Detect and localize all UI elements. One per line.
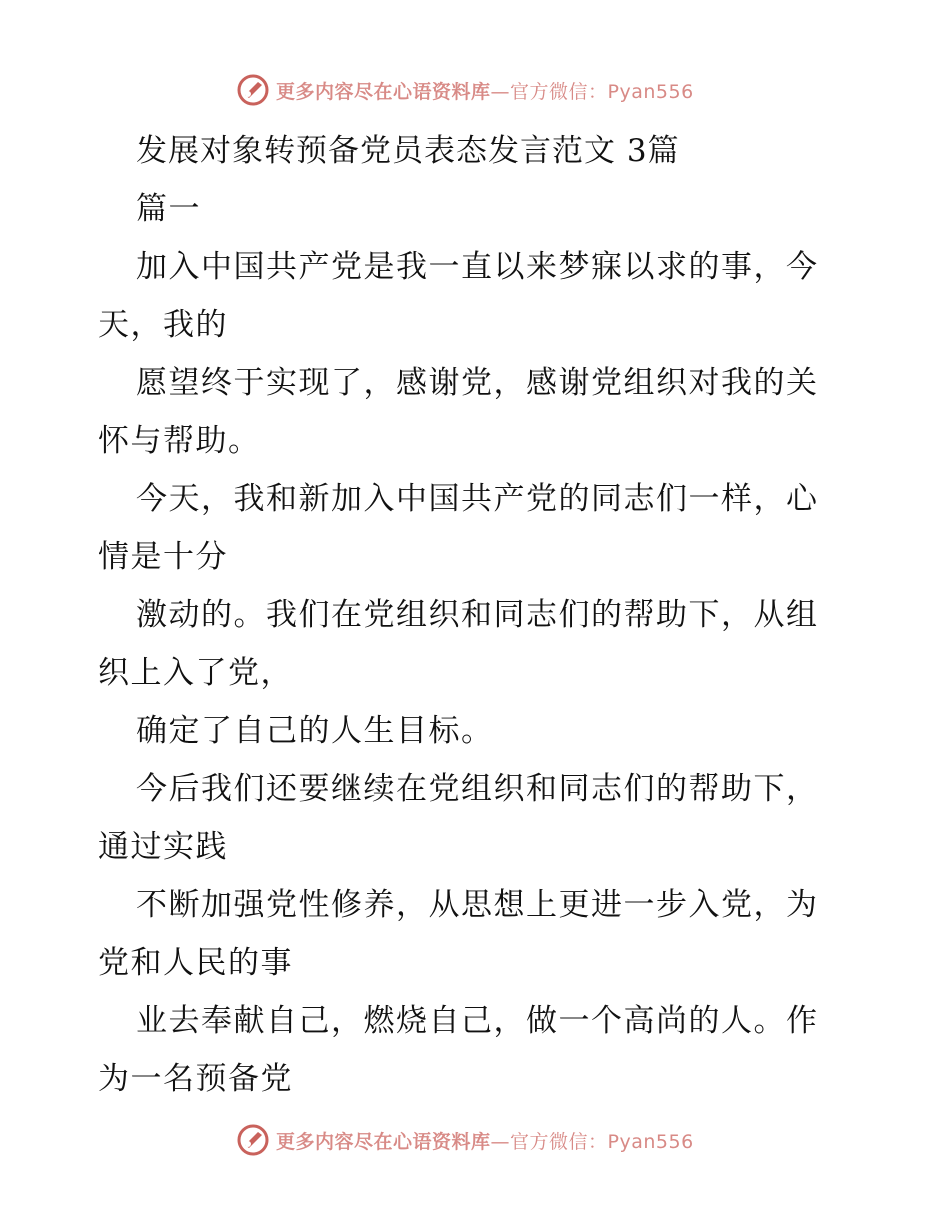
paragraph-line: 不断加强党性修养，从思想上更进一步入党，为 (136, 887, 819, 923)
paragraph-line: 情是十分 (98, 539, 228, 575)
paragraph-line: 为一名预备党 (98, 1061, 293, 1097)
watermark-text: 更多内容尽在心语资料库—官方微信：Pyan556 (276, 1130, 694, 1153)
section-heading: 篇一 (136, 191, 201, 227)
paragraph-line: 确定了自己的人生目标。 (136, 713, 494, 749)
paragraph-line: 党和人民的事 (98, 945, 293, 981)
paragraph-line: 加入中国共产党是我一直以来梦寐以求的事，今 (136, 249, 819, 285)
header-watermark (236, 72, 756, 108)
red-seal-logo-icon (236, 73, 270, 107)
paragraph-line: 愿望终于实现了，感谢党，感谢党组织对我的关 (136, 365, 819, 401)
paragraph-line: 天，我的 (98, 307, 228, 343)
paragraph-line: 业去奉献自己，燃烧自己，做一个高尚的人。作 (136, 1003, 819, 1039)
watermark-text: 更多内容尽在心语资料库—官方微信：Pyan556 (276, 80, 694, 103)
red-seal-logo-icon (236, 1123, 270, 1157)
paragraph-line: 织上入了党， (98, 655, 293, 691)
document-body (98, 122, 850, 1108)
paragraph-line: 怀与帮助。 (98, 423, 261, 459)
footer-watermark (236, 1122, 756, 1158)
paragraph-line: 今后我们还要继续在党组织和同志们的帮助下， (136, 771, 819, 807)
paragraph-line: 激动的。我们在党组织和同志们的帮助下，从组 (136, 597, 819, 633)
document-title: 发展对象转预备党员表态发言范文 3篇 (136, 133, 680, 169)
paragraph-line: 通过实践 (98, 829, 228, 865)
paragraph-line: 今天，我和新加入中国共产党的同志们一样，心 (136, 481, 819, 517)
